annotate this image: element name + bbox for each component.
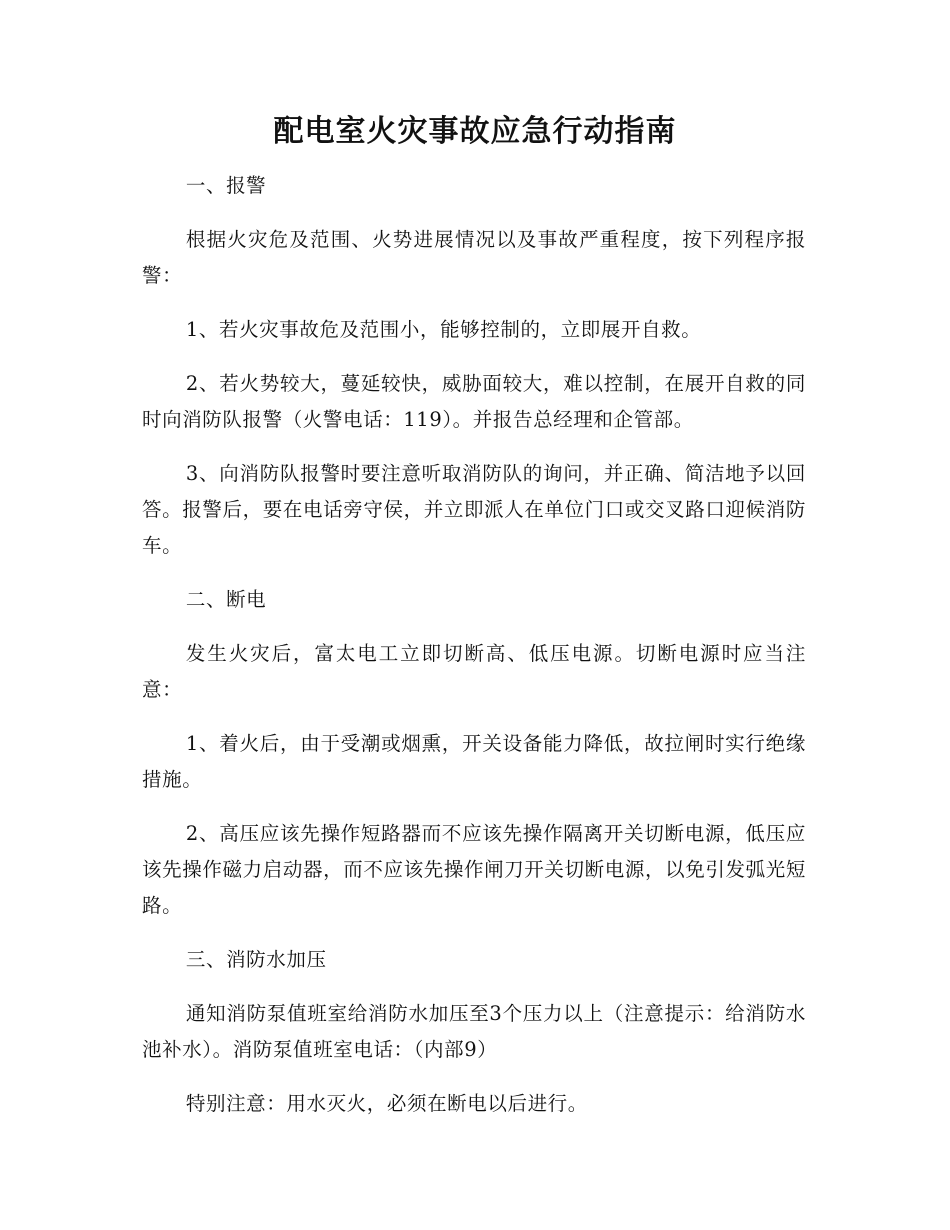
list-item: 2、若火势较大，蔓延较快，威胁面较大，难以控制，在展开自救的同时向消防队报警（火警电话：119）。并报告总经理和企管部。 bbox=[142, 372, 806, 431]
section-heading-alarm: 一、报警 bbox=[185, 174, 267, 197]
list-item: 1、着火后，由于受潮或烟熏，开关设备能力降低，故拉闸时实行绝缘措施。 bbox=[142, 732, 806, 791]
document-body bbox=[142, 168, 806, 1140]
section-heading-power-off: 二、断电 bbox=[185, 588, 267, 611]
list-item: 2、高压应该先操作短路器而不应该先操作隔离开关切断电源，低压应该先操作磁力启动器，而不应该先操作闸刀开关切断电源，以免引发弧光短路。 bbox=[142, 822, 806, 917]
paragraph: 根据火灾危及范围、火势进展情况以及事故严重程度，按下列程序报警： bbox=[142, 228, 806, 287]
list-item: 1、若火灾事故危及范围小，能够控制的，立即展开自救。 bbox=[185, 318, 702, 341]
list-item: 3、向消防队报警时要注意听取消防队的询问，并正确、简洁地予以回答。报警后，要在电话旁守侯，并立即派人在单位门口或交叉路口迎候消防车。 bbox=[142, 462, 806, 557]
document-title: 配电室火灾事故应急行动指南 bbox=[273, 114, 677, 149]
special-note: 特别注意：用水灭火，必须在断电以后进行。 bbox=[185, 1092, 588, 1115]
paragraph: 通知消防泵值班室给消防水加压至3个压力以上（注意提示：给消防水池补水）。消防泵值班室电话：（内部9） bbox=[142, 1002, 806, 1061]
paragraph: 发生火灾后，富太电工立即切断高、低压电源。切断电源时应当注意： bbox=[142, 642, 806, 701]
section-heading-water-pressure: 三、消防水加压 bbox=[185, 948, 327, 971]
